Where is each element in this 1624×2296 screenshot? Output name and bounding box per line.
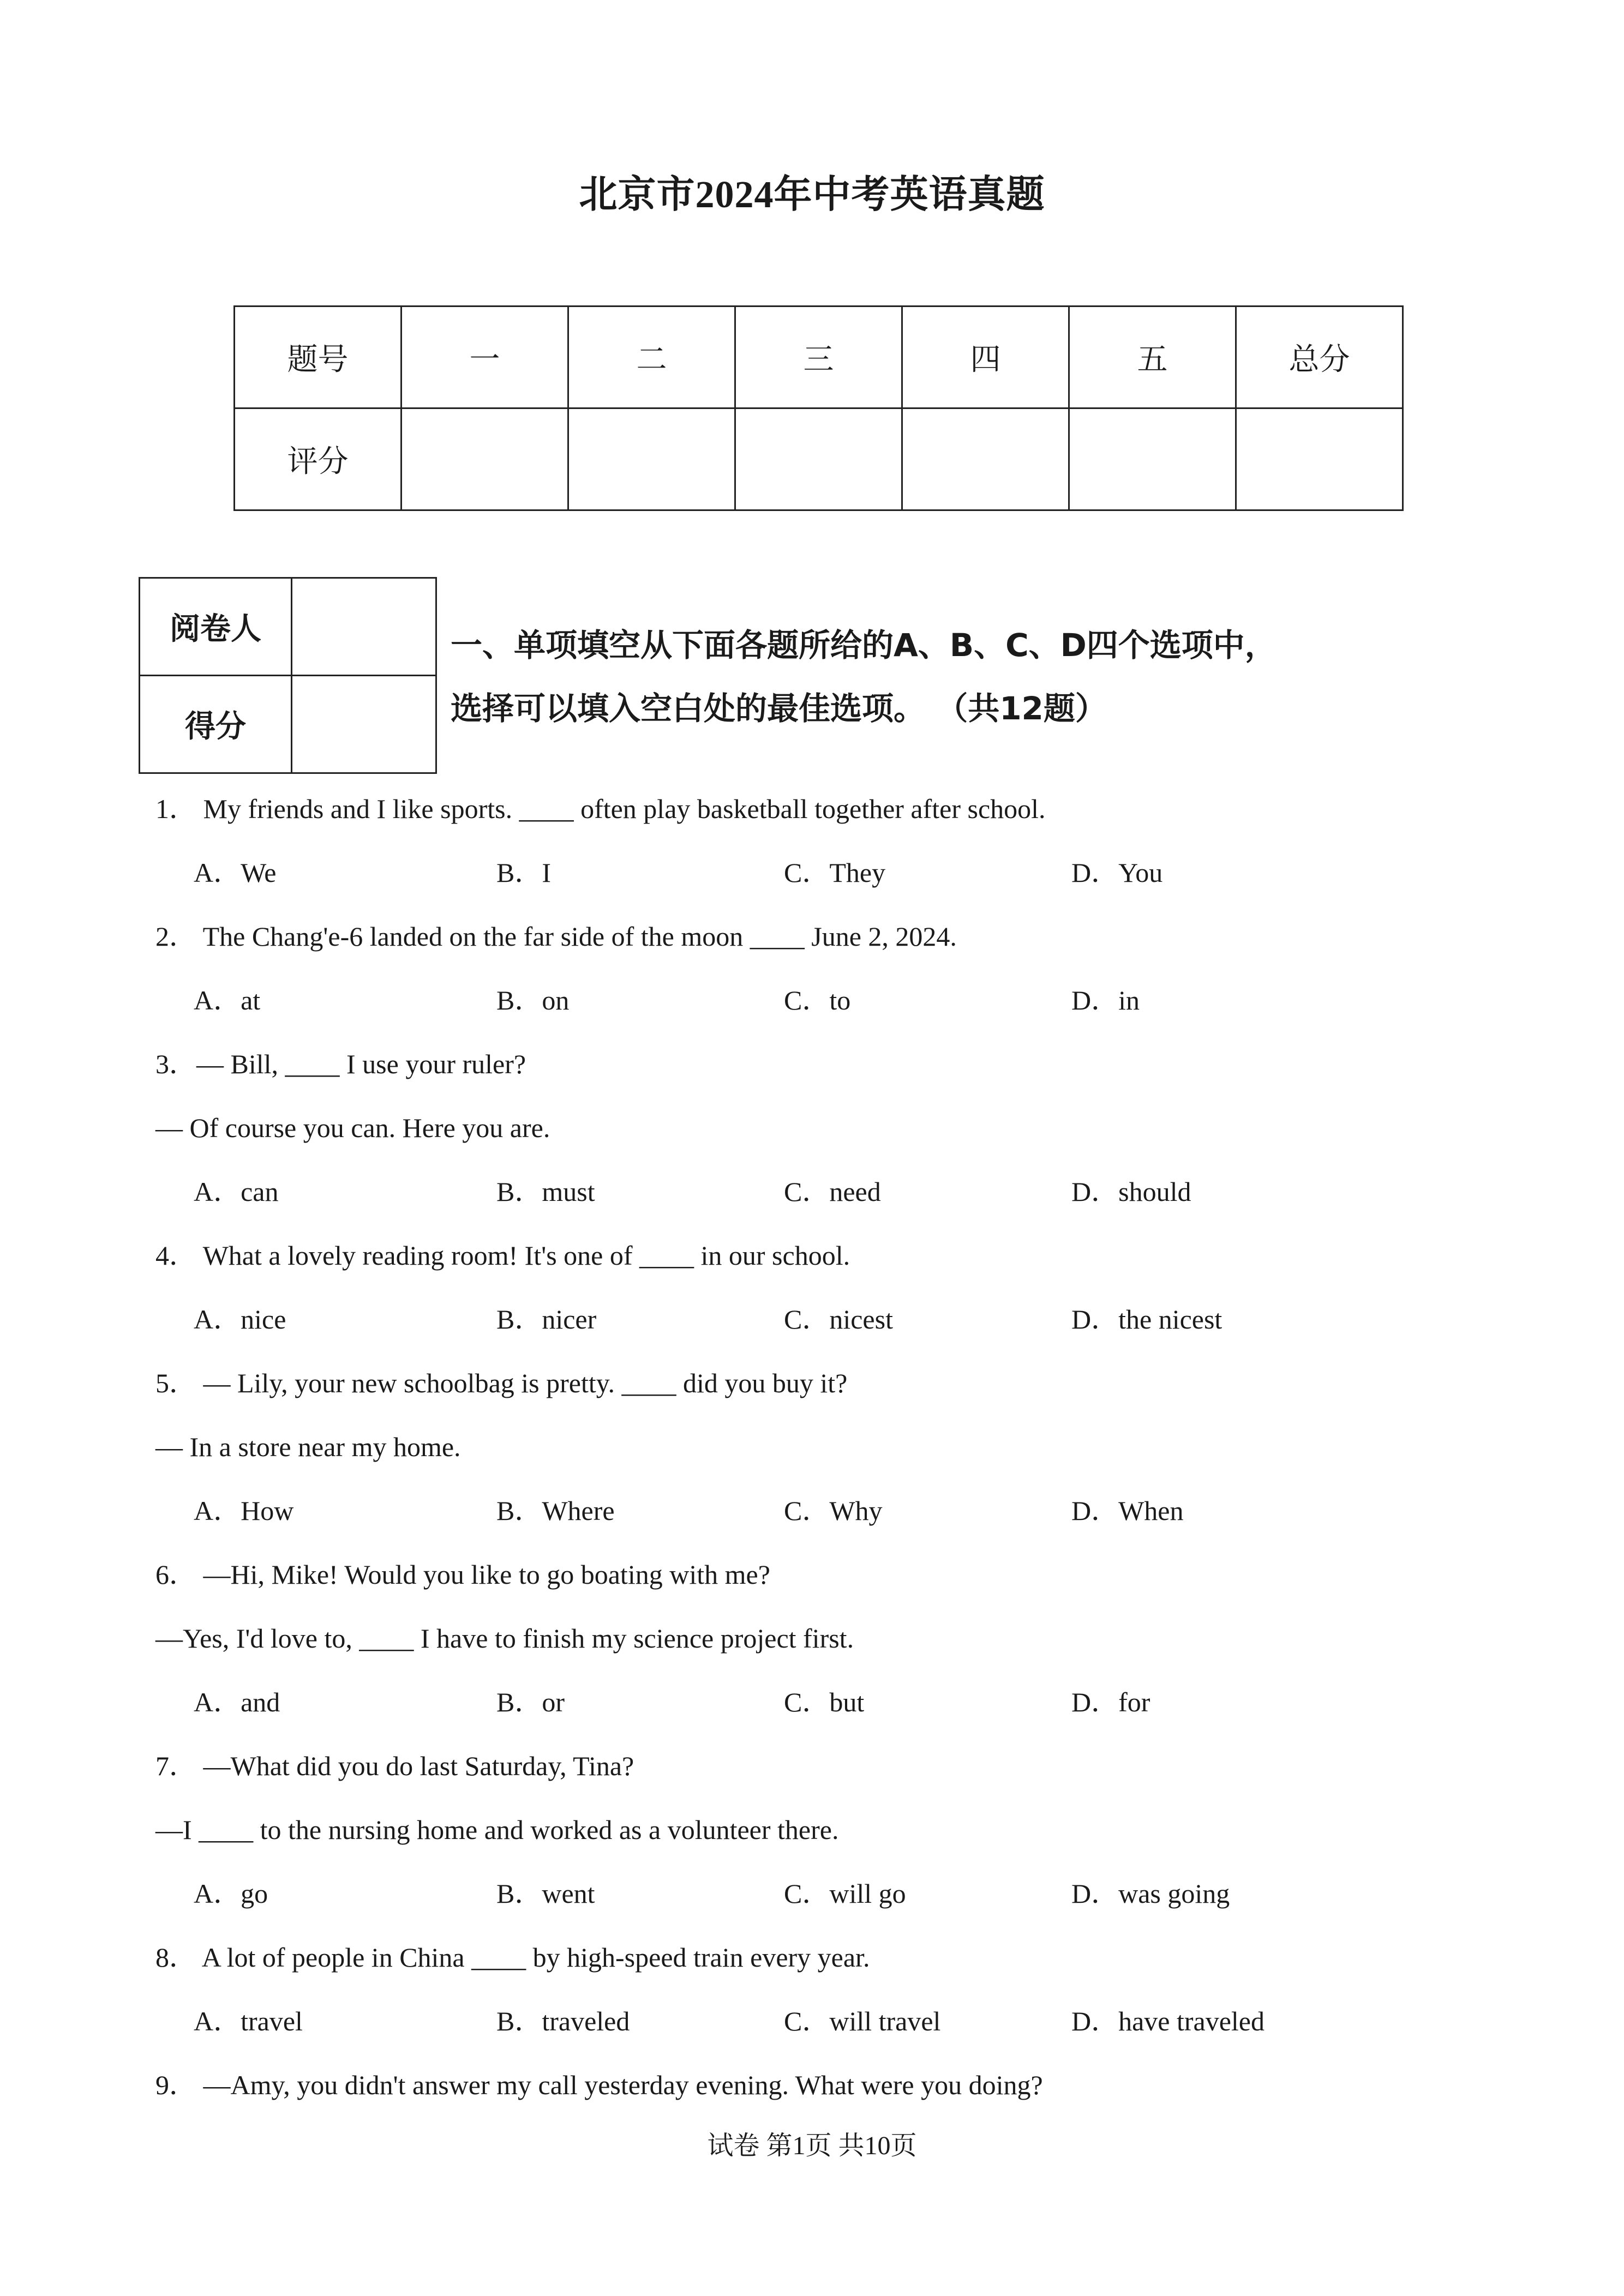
answer-option: A．and [194, 1687, 280, 1717]
answer-option: B．nicer [496, 1304, 597, 1335]
answer-option: C．will go [784, 1878, 906, 1909]
answer-option: D．When [1071, 1495, 1184, 1526]
question-text: 7． —What did you do last Saturday, Tina? [155, 1751, 634, 1781]
answer-option: D．was going [1071, 1878, 1230, 1909]
question-text: 4． What a lovely reading room! It's one of ____ in our school. [155, 1240, 850, 1271]
answer-option: D．have traveled [1071, 2006, 1265, 2036]
score-header-cell: 题号 [235, 306, 401, 408]
reviewer-label: 阅卷人 [140, 578, 292, 676]
score-header-cell: 总分 [1236, 306, 1403, 408]
section-heading [451, 614, 1542, 740]
answer-option: D．the nicest [1071, 1304, 1223, 1335]
score-table [233, 305, 1404, 511]
score-header-cell: 一 [401, 306, 568, 408]
score-cell [1069, 408, 1236, 510]
answer-option: D．for [1071, 1687, 1150, 1717]
question-text: 5． — Lily, your new schoolbag is pretty. ____ did you buy it? [155, 1368, 848, 1398]
score-header-cell: 五 [1069, 306, 1236, 408]
score-header-cell: 三 [735, 306, 902, 408]
answer-option: A．We [194, 857, 277, 888]
score-cell [735, 408, 902, 510]
answer-option: A．at [194, 985, 261, 1015]
answer-option: B．went [496, 1878, 595, 1909]
question-text: 8． A lot of people in China ____ by high-speed train every year. [155, 1942, 870, 1973]
score-table-header-row [235, 306, 1403, 408]
answer-option: C．will travel [784, 2006, 941, 2036]
score-table-row [235, 408, 1403, 510]
answer-option: B．must [496, 1176, 595, 1207]
answer-option: B．or [496, 1687, 565, 1717]
answer-option: B．traveled [496, 2006, 630, 2036]
question-text: 3．— Bill, ____ I use your ruler? [155, 1049, 526, 1079]
answer-option: C．to [784, 985, 851, 1015]
section-heading-line: 一、单项填空从下面各题所给的A、B、C、D四个选项中， [451, 627, 1277, 664]
answer-option: A．travel [194, 2006, 303, 2036]
score-cell [401, 408, 568, 510]
question-text: 6． —Hi, Mike! Would you like to go boating with me? [155, 1559, 770, 1590]
answer-option: C．nicest [784, 1304, 893, 1335]
score-cell [1236, 408, 1403, 510]
answer-option: B．I [496, 857, 551, 888]
question-dialogue-line: —I ____ to the nursing home and worked as a volunteer there. [155, 1814, 839, 1845]
answer-option: C．need [784, 1176, 881, 1207]
answer-option: A．nice [194, 1304, 286, 1335]
answer-option: D．You [1071, 857, 1163, 888]
question-dialogue-line: —Yes, I'd love to, ____ I have to finish my science project first. [155, 1623, 854, 1654]
score-cell [902, 408, 1069, 510]
answer-option: C．Why [784, 1495, 883, 1526]
page-title: 北京市2024年中考英语真题 [579, 174, 1045, 216]
question-text: 2． The Chang'e-6 landed on the far side of the moon ____ June 2, 2024. [155, 921, 957, 952]
question-text: 9． —Amy, you didn't answer my call yesterday evening. What were you doing? [155, 2070, 1043, 2100]
score-row-label: 评分 [235, 408, 401, 510]
question-text: 1． My friends and I like sports. ____ often play basketball together after school. [155, 794, 1046, 824]
question-dialogue-line: — In a store near my home. [155, 1432, 461, 1462]
answer-option: D．in [1071, 985, 1140, 1015]
question-dialogue-line: — Of course you can. Here you are. [155, 1113, 550, 1143]
answer-option: B．Where [496, 1495, 615, 1526]
page-footer: 试卷 第1页 共10页 [707, 2131, 917, 2160]
score-header-cell: 二 [568, 306, 735, 408]
section-score-cell [292, 676, 436, 773]
answer-option: D．should [1071, 1176, 1191, 1207]
reviewer-cell [292, 578, 436, 676]
score-cell [568, 408, 735, 510]
section-heading-line: 选择可以填入空白处的最佳选项。 （共12题） [451, 690, 1107, 727]
grader-box [139, 577, 437, 774]
score-header-cell: 四 [902, 306, 1069, 408]
score-label: 得分 [140, 676, 292, 773]
answer-option: A．go [194, 1878, 268, 1909]
answer-option: A．How [194, 1495, 294, 1526]
answer-option: B．on [496, 985, 570, 1015]
answer-option: A．can [194, 1176, 279, 1207]
answer-option: C．but [784, 1687, 865, 1717]
answer-option: C．They [784, 857, 886, 888]
